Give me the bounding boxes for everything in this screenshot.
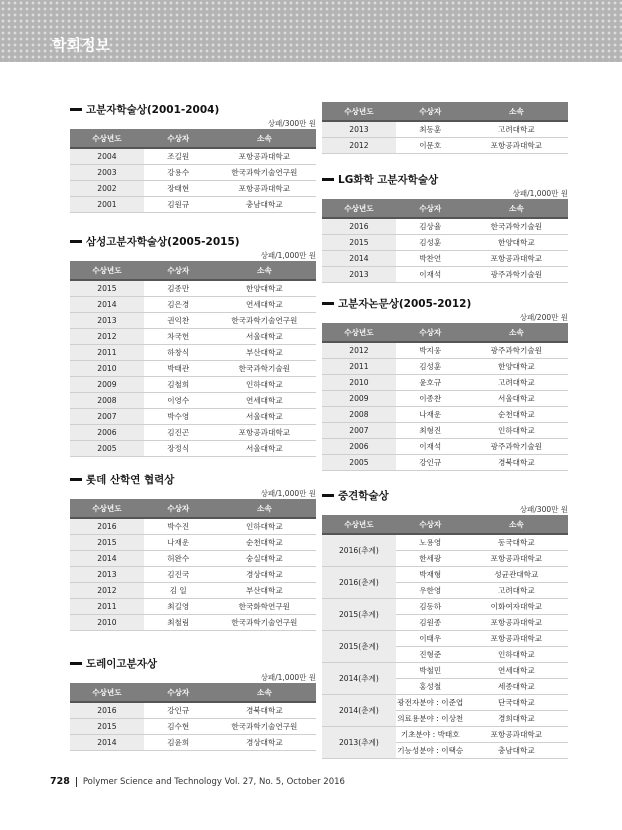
year-cell: 2011 (70, 599, 144, 615)
year-cell: 2010 (70, 361, 144, 377)
recipient-cell: 장정식 (144, 441, 213, 457)
year-cell: 2005 (70, 441, 144, 457)
table-row (322, 455, 568, 471)
section-paper-award (322, 296, 568, 471)
recipient-cell: 김은경 (144, 297, 213, 313)
col-year: 수상년도 (322, 102, 396, 121)
year-cell: 2003 (70, 165, 144, 181)
section-lotte-award (70, 472, 316, 631)
year-cell: 2009 (70, 377, 144, 393)
affiliation-cell: 고려대학교 (465, 375, 568, 391)
section-unit: 상패/1,000만 원 (260, 673, 316, 682)
section-polymer-academic-award (70, 102, 316, 213)
recipient-cell: 권익찬 (144, 313, 213, 329)
recipient-cell: 윤호규 (396, 375, 465, 391)
table-row (70, 181, 316, 197)
year-cell: 2014 (70, 551, 144, 567)
table-row (322, 121, 568, 138)
table-row (322, 567, 568, 583)
col-affiliation: 소속 (213, 261, 316, 280)
table-row (70, 535, 316, 551)
table-row (70, 197, 316, 213)
year-cell: 2002 (70, 181, 144, 197)
col-year: 수상년도 (322, 515, 396, 534)
affiliation-cell: 한국과학기술원 (465, 218, 568, 235)
year-cell: 2016(춘계) (322, 567, 396, 599)
section-unit: 상패/300만 원 (519, 505, 568, 514)
recipient-cell: 노용영 (396, 534, 465, 551)
affiliation-cell: 경희대학교 (465, 711, 568, 727)
table-row (70, 377, 316, 393)
section-toray-award (70, 656, 316, 751)
affiliation-cell: 포항공과대학교 (213, 148, 316, 165)
year-cell: 2014 (322, 251, 396, 267)
recipient-cell: 김성훈 (396, 235, 465, 251)
affiliation-cell: 인하대학교 (213, 518, 316, 535)
affiliation-cell: 세종대학교 (465, 679, 568, 695)
recipient-cell: 김성훈 (396, 359, 465, 375)
year-cell: 2011 (322, 359, 396, 375)
table-row (322, 267, 568, 283)
table-row (322, 439, 568, 455)
year-cell: 2007 (322, 423, 396, 439)
year-cell: 2005 (322, 455, 396, 471)
recipient-cell: 박찬언 (396, 251, 465, 267)
award-table (70, 129, 316, 213)
affiliation-cell: 서울대학교 (213, 441, 316, 457)
table-row (322, 423, 568, 439)
recipient-cell: 의료용분야 : 이상천 (396, 711, 465, 727)
affiliation-cell: 한양대학교 (465, 359, 568, 375)
year-cell: 2012 (322, 342, 396, 359)
recipient-cell: 이재석 (396, 267, 465, 283)
affiliation-cell: 경상대학교 (213, 735, 316, 751)
recipient-cell: 김상율 (396, 218, 465, 235)
table-row (322, 599, 568, 615)
table-row (322, 407, 568, 423)
recipient-cell: 김 일 (144, 583, 213, 599)
year-cell: 2004 (70, 148, 144, 165)
table-row (70, 518, 316, 535)
col-year: 수상년도 (70, 261, 144, 280)
affiliation-cell: 경상대학교 (213, 567, 316, 583)
recipient-cell: 강용수 (144, 165, 213, 181)
affiliation-cell: 한국과학기술원 (213, 361, 316, 377)
section-title: 도레이고분자상 (70, 656, 316, 672)
table-row (70, 702, 316, 719)
table-row (70, 361, 316, 377)
year-cell: 2006 (70, 425, 144, 441)
recipient-cell: 김진국 (144, 567, 213, 583)
year-cell: 2010 (322, 375, 396, 391)
table-row (70, 599, 316, 615)
recipient-cell: 광전자분야 : 이준엽 (396, 695, 465, 711)
section-title: 고분자학술상(2001-2004) (70, 102, 316, 118)
header-title: 학회정보 (52, 36, 110, 54)
table-row (322, 375, 568, 391)
affiliation-cell: 부산대학교 (213, 345, 316, 361)
recipient-cell: 박철민 (396, 663, 465, 679)
table-row (70, 297, 316, 313)
recipient-cell: 이재석 (396, 439, 465, 455)
affiliation-cell: 광주과학기술원 (465, 439, 568, 455)
col-affiliation: 소속 (213, 683, 316, 702)
section-unit: 상패/1,000만 원 (260, 251, 316, 260)
col-recipient: 수상자 (396, 102, 465, 121)
affiliation-cell: 포항공과대학교 (465, 138, 568, 154)
recipient-cell: 박재형 (396, 567, 465, 583)
col-affiliation: 소속 (465, 199, 568, 218)
year-cell: 2012 (70, 329, 144, 345)
affiliation-cell: 연세대학교 (213, 297, 316, 313)
affiliation-cell: 경북대학교 (213, 702, 316, 719)
recipient-cell: 이종찬 (396, 391, 465, 407)
col-recipient: 수상자 (396, 323, 465, 342)
col-recipient: 수상자 (396, 515, 465, 534)
table-row (70, 615, 316, 631)
col-recipient: 수상자 (144, 499, 213, 518)
affiliation-cell: 서울대학교 (465, 391, 568, 407)
recipient-cell: 이문호 (396, 138, 465, 154)
table-row (322, 235, 568, 251)
recipient-cell: 최철림 (144, 615, 213, 631)
recipient-cell: 박지웅 (396, 342, 465, 359)
affiliation-cell: 인하대학교 (465, 647, 568, 663)
affiliation-cell: 인하대학교 (465, 423, 568, 439)
affiliation-cell: 충남대학교 (213, 197, 316, 213)
page-footer (50, 776, 345, 787)
award-table (322, 102, 568, 154)
recipient-cell: 강인규 (144, 702, 213, 719)
affiliation-cell: 동국대학교 (465, 534, 568, 551)
award-table (70, 499, 316, 631)
recipient-cell: 김철희 (144, 377, 213, 393)
recipient-cell: 김수현 (144, 719, 213, 735)
section-title: 고분자논문상(2005-2012) (322, 296, 568, 312)
affiliation-cell: 연세대학교 (465, 663, 568, 679)
recipient-cell: 이태우 (396, 631, 465, 647)
table-row (322, 342, 568, 359)
affiliation-cell: 광주과학기술원 (465, 342, 568, 359)
col-year: 수상년도 (322, 323, 396, 342)
section-midcareer-award (322, 488, 568, 759)
affiliation-cell: 한국과학기술연구원 (213, 719, 316, 735)
table-row (70, 393, 316, 409)
award-table (322, 323, 568, 471)
col-year: 수상년도 (70, 499, 144, 518)
affiliation-cell: 한국과학기술연구원 (213, 615, 316, 631)
section-title: 삼성고분자학술상(2005-2015) (70, 234, 316, 250)
year-cell: 2015 (70, 719, 144, 735)
year-cell: 2015(추계) (322, 599, 396, 631)
affiliation-cell: 충남대학교 (465, 743, 568, 759)
affiliation-cell: 한국화학연구원 (213, 599, 316, 615)
recipient-cell: 기능성분야 : 이택승 (396, 743, 465, 759)
table-row (322, 631, 568, 647)
col-recipient: 수상자 (144, 129, 213, 148)
table-row (70, 148, 316, 165)
affiliation-cell: 부산대학교 (213, 583, 316, 599)
col-recipient: 수상자 (396, 199, 465, 218)
year-cell: 2013 (322, 267, 396, 283)
page-number: 728 (50, 776, 70, 787)
col-year: 수상년도 (322, 199, 396, 218)
col-recipient: 수상자 (144, 261, 213, 280)
section-unit: 상패/300만 원 (267, 119, 316, 128)
year-cell: 2015 (322, 235, 396, 251)
affiliation-cell: 서울대학교 (213, 329, 316, 345)
year-cell: 2016 (70, 702, 144, 719)
recipient-cell: 조길원 (144, 148, 213, 165)
year-cell: 2014(춘계) (322, 695, 396, 727)
award-table (70, 683, 316, 751)
recipient-cell: 기초분야 : 박태호 (396, 727, 465, 743)
affiliation-cell: 포항공과대학교 (465, 551, 568, 567)
recipient-cell: 김종만 (144, 280, 213, 297)
affiliation-cell: 포항공과대학교 (213, 181, 316, 197)
affiliation-cell: 한양대학교 (213, 280, 316, 297)
table-row (70, 567, 316, 583)
affiliation-cell: 한양대학교 (465, 235, 568, 251)
affiliation-cell: 포항공과대학교 (465, 727, 568, 743)
section-unit: 상패/1,000만 원 (260, 489, 316, 498)
affiliation-cell: 이화여자대학교 (465, 599, 568, 615)
award-table (322, 199, 568, 283)
table-row (322, 391, 568, 407)
recipient-cell: 한세광 (396, 551, 465, 567)
table-row (322, 359, 568, 375)
col-affiliation: 소속 (213, 499, 316, 518)
affiliation-cell: 고려대학교 (465, 583, 568, 599)
section-lg-chem-award (322, 172, 568, 283)
recipient-cell: 박태관 (144, 361, 213, 377)
col-affiliation: 소속 (465, 323, 568, 342)
col-recipient: 수상자 (144, 683, 213, 702)
col-affiliation: 소속 (213, 129, 316, 148)
affiliation-cell: 단국대학교 (465, 695, 568, 711)
affiliation-cell: 연세대학교 (213, 393, 316, 409)
table-row (70, 409, 316, 425)
year-cell: 2008 (322, 407, 396, 423)
recipient-cell: 홍성철 (396, 679, 465, 695)
journal-citation: Polymer Science and Technology Vol. 27, No. 5, October 2016 (82, 777, 345, 787)
footer-divider (76, 777, 77, 787)
recipient-cell: 김진곤 (144, 425, 213, 441)
recipient-cell: 하창식 (144, 345, 213, 361)
year-cell: 2014(추계) (322, 663, 396, 695)
year-cell: 2013 (322, 121, 396, 138)
recipient-cell: 박수영 (144, 409, 213, 425)
year-cell: 2014 (70, 735, 144, 751)
col-year: 수상년도 (70, 683, 144, 702)
table-row (322, 663, 568, 679)
recipient-cell: 나재운 (144, 535, 213, 551)
section-toray-award-continued (322, 102, 568, 154)
year-cell: 2016 (70, 518, 144, 535)
table-row (70, 719, 316, 735)
section-title: 중견학술상 (322, 488, 568, 504)
table-row (322, 251, 568, 267)
table-row (322, 695, 568, 711)
year-cell: 2012 (70, 583, 144, 599)
recipient-cell: 진형준 (396, 647, 465, 663)
year-cell: 2011 (70, 345, 144, 361)
section-samsung-award (70, 234, 316, 457)
affiliation-cell: 포항공과대학교 (465, 631, 568, 647)
recipient-cell: 우한영 (396, 583, 465, 599)
affiliation-cell: 포항공과대학교 (465, 615, 568, 631)
table-row (70, 441, 316, 457)
year-cell: 2001 (70, 197, 144, 213)
year-cell: 2016 (322, 218, 396, 235)
section-title: LG화학 고분자학술상 (322, 172, 568, 188)
table-row (322, 218, 568, 235)
year-cell: 2013 (70, 567, 144, 583)
recipient-cell: 장태현 (144, 181, 213, 197)
year-cell: 2007 (70, 409, 144, 425)
year-cell: 2016(추계) (322, 534, 396, 567)
table-row (70, 165, 316, 181)
award-table (70, 261, 316, 457)
year-cell: 2015 (70, 535, 144, 551)
year-cell: 2015 (70, 280, 144, 297)
table-row (70, 551, 316, 567)
year-cell: 2008 (70, 393, 144, 409)
affiliation-cell: 광주과학기술원 (465, 267, 568, 283)
year-cell: 2015(춘계) (322, 631, 396, 663)
col-year: 수상년도 (70, 129, 144, 148)
affiliation-cell: 포항공과대학교 (213, 425, 316, 441)
recipient-cell: 이영수 (144, 393, 213, 409)
table-row (70, 280, 316, 297)
table-row (322, 727, 568, 743)
section-unit: 상패/1,000만 원 (512, 189, 568, 198)
year-cell: 2012 (322, 138, 396, 154)
year-cell: 2013(추계) (322, 727, 396, 759)
recipient-cell: 차국헌 (144, 329, 213, 345)
affiliation-cell: 인하대학교 (213, 377, 316, 393)
affiliation-cell: 한국과학기술연구원 (213, 165, 316, 181)
table-row (70, 583, 316, 599)
recipient-cell: 강인규 (396, 455, 465, 471)
col-affiliation: 소속 (465, 515, 568, 534)
affiliation-cell: 한국과학기술연구원 (213, 313, 316, 329)
table-row (322, 138, 568, 154)
affiliation-cell: 경북대학교 (465, 455, 568, 471)
recipient-cell: 최동훈 (396, 121, 465, 138)
affiliation-cell: 성균관대학교 (465, 567, 568, 583)
table-row (70, 735, 316, 751)
recipient-cell: 허완수 (144, 551, 213, 567)
recipient-cell: 김윤희 (144, 735, 213, 751)
affiliation-cell: 포항공과대학교 (465, 251, 568, 267)
col-affiliation: 소속 (465, 102, 568, 121)
table-row (70, 425, 316, 441)
table-row (70, 313, 316, 329)
table-row (70, 329, 316, 345)
award-table (322, 515, 568, 759)
year-cell: 2013 (70, 313, 144, 329)
recipient-cell: 김원규 (144, 197, 213, 213)
affiliation-cell: 순천대학교 (213, 535, 316, 551)
section-unit: 상패/200만 원 (519, 313, 568, 322)
recipient-cell: 박수진 (144, 518, 213, 535)
year-cell: 2010 (70, 615, 144, 631)
year-cell: 2006 (322, 439, 396, 455)
affiliation-cell: 순천대학교 (465, 407, 568, 423)
table-row (322, 534, 568, 551)
recipient-cell: 김동하 (396, 599, 465, 615)
recipient-cell: 최형진 (396, 423, 465, 439)
affiliation-cell: 고려대학교 (465, 121, 568, 138)
header-band (0, 0, 622, 62)
recipient-cell: 김원종 (396, 615, 465, 631)
section-title: 롯데 산학연 협력상 (70, 472, 316, 488)
year-cell: 2014 (70, 297, 144, 313)
recipient-cell: 최길영 (144, 599, 213, 615)
affiliation-cell: 서울대학교 (213, 409, 316, 425)
year-cell: 2009 (322, 391, 396, 407)
affiliation-cell: 숭실대학교 (213, 551, 316, 567)
recipient-cell: 나재운 (396, 407, 465, 423)
table-row (70, 345, 316, 361)
